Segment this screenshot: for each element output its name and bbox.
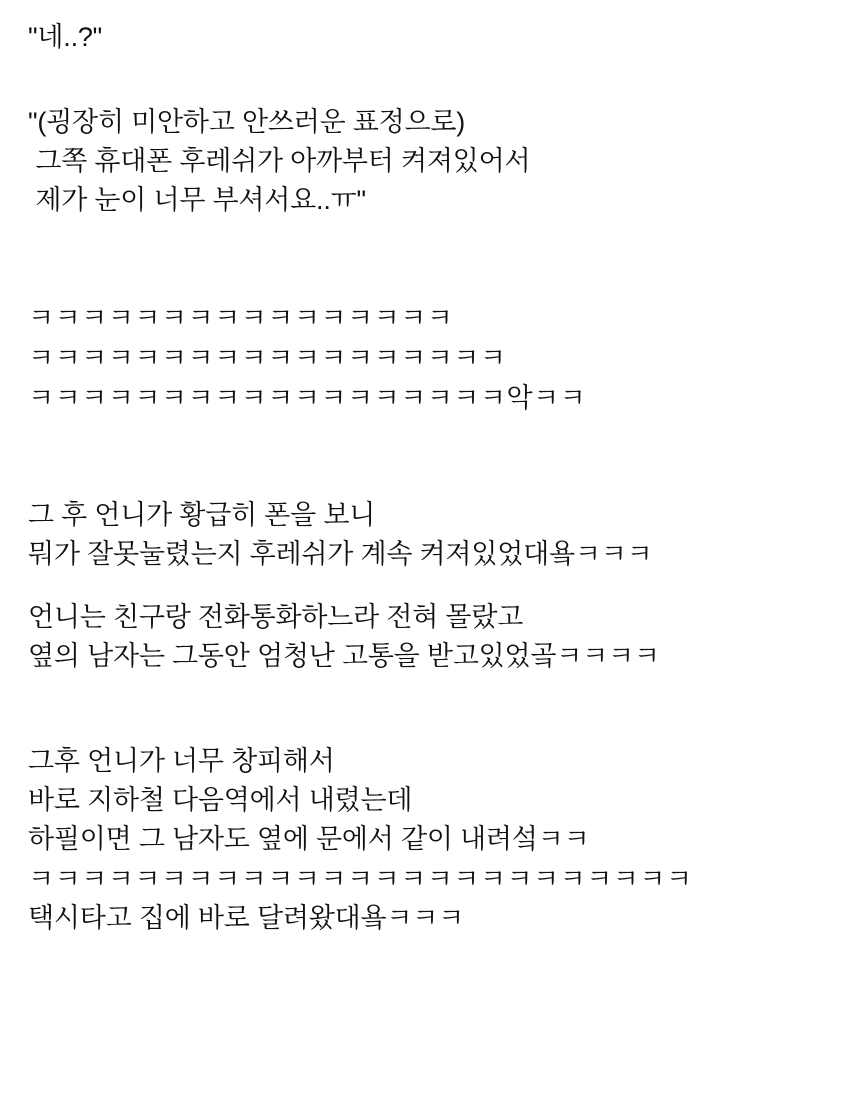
text-line: ㅋㅋㅋㅋㅋㅋㅋㅋㅋㅋㅋㅋㅋㅋㅋㅋㅋㅋ [28,343,507,373]
text-block-story-1 [28,496,830,574]
text-block-laugh-1 [28,298,830,418]
text-line: ㅋㅋㅋㅋㅋㅋㅋㅋㅋㅋㅋㅋㅋㅋㅋㅋ [28,303,454,333]
text-line: 옆의 남자는 그동안 엄청난 고통을 받고있었곸ㅋㅋㅋㅋ [28,641,660,671]
spacer [28,57,830,103]
spacer [28,574,830,598]
text-block-story-2 [28,598,830,676]
text-line: ㅋㅋㅋㅋㅋㅋㅋㅋㅋㅋㅋㅋㅋㅋㅋㅋㅋㅋㅋㅋㅋㅋㅋㅋㅋ [28,864,693,894]
text-line: 바로 지하철 다음역에서 내렸는데 [28,785,413,815]
text-line: "네..?" [28,22,103,52]
spacer [28,220,830,298]
text-line: 제가 눈이 너무 부셔서요..ㅠ" [28,185,366,215]
text-line: 그 후 언니가 황급히 폰을 보니 [28,500,376,530]
text-block-quote-2 [28,103,830,220]
text-line: 언니는 친구랑 전화통화하느라 전혀 몰랐고 [28,602,524,632]
text-line: 뭐가 잘못눌렸는지 후레쉬가 계속 켜져있었대욬ㅋㅋㅋ [28,539,653,569]
spacer [28,418,830,496]
text-line: ㅋㅋㅋㅋㅋㅋㅋㅋㅋㅋㅋㅋㅋㅋㅋㅋㅋㅋ악ㅋㅋ [28,383,587,413]
spacer [28,676,830,742]
text-block-story-3 [28,742,830,938]
text-line: 그후 언니가 너무 창피해서 [28,746,335,776]
text-block-quote-1 [28,18,830,57]
text-line: "(굉장히 미안하고 안쓰러운 표정으로) [28,107,466,137]
text-line: 그쪽 휴대폰 후레쉬가 아까부터 켜져있어서 [28,146,531,176]
text-line: 택시타고 집에 바로 달려왔대욬ㅋㅋㅋ [28,903,465,933]
text-line: 하필이면 그 남자도 옆에 문에서 같이 내려섴ㅋㅋ [28,824,590,854]
